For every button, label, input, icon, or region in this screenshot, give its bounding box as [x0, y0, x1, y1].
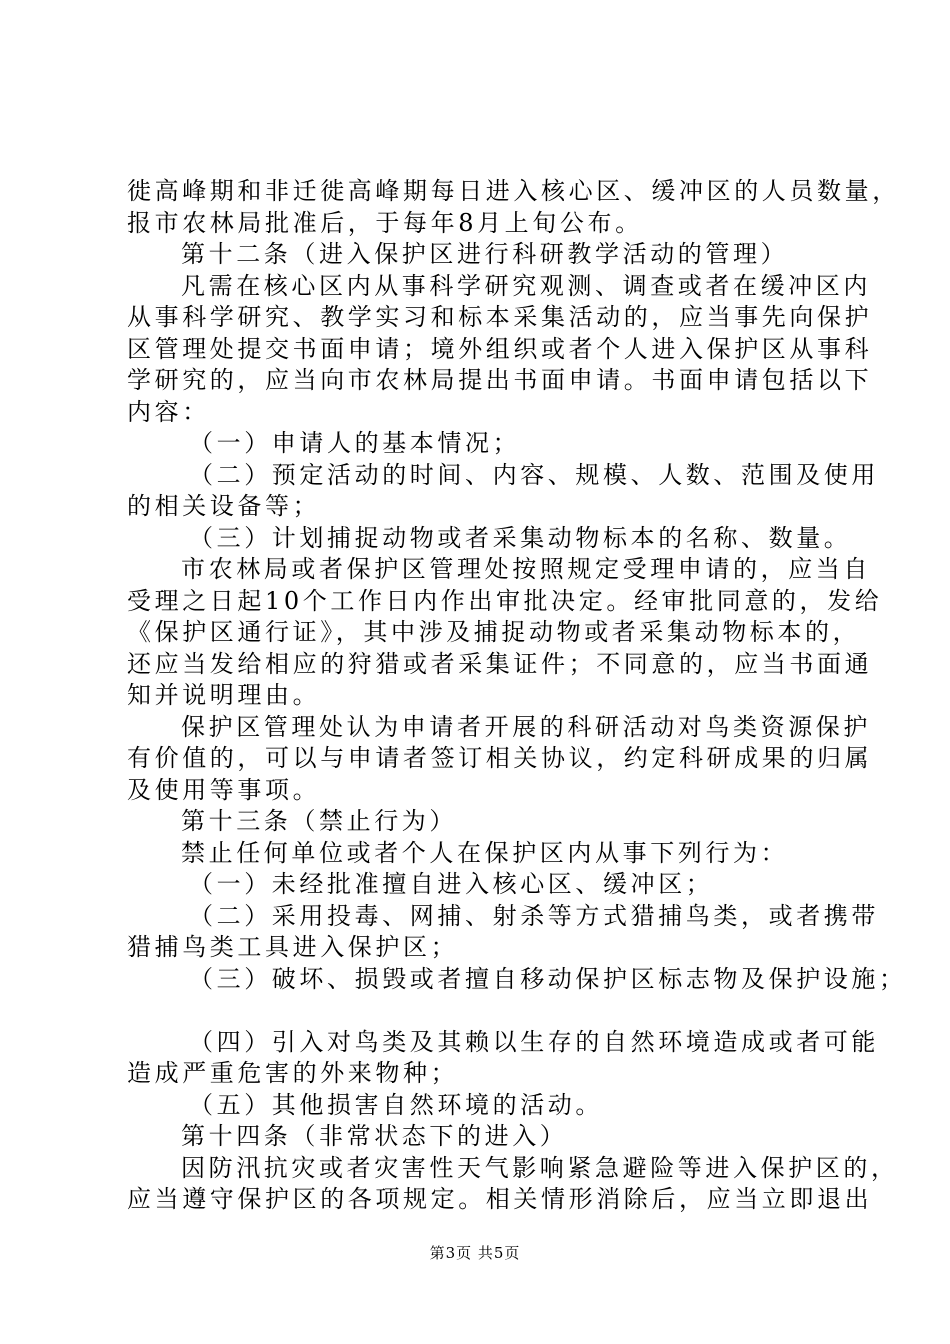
text-line: 学研究的，应当向市农林局提出书面申请。书面申请包括以下 [127, 366, 873, 394]
list-item: （四）引入对鸟类及其赖以生存的自然环境造成或者可能 [189, 1027, 879, 1056]
text-line: 内容： [127, 397, 210, 426]
article-heading: 第十三条（禁止行为） [181, 807, 457, 835]
list-item: （二）预定活动的时间、内容、规模、人数、范围及使用 [189, 460, 879, 489]
list-item: （一）未经批准擅自进入核心区、缓冲区； [189, 870, 714, 898]
list-item: （三）计划捕捉动物或者采集动物标本的名称、数量。 [189, 523, 852, 552]
list-item: （二）采用投毒、网捕、射杀等方式猎捕鸟类，或者携带 [189, 901, 879, 930]
text-line: 造成严重危害的外来物种； [127, 1059, 459, 1087]
text-line: 保护区管理处认为申请者开展的科研活动对鸟类资源保护 [181, 712, 871, 741]
list-item: （三）破坏、损毁或者擅自移动保护区标志物及保护设施； [189, 964, 907, 993]
article-heading: 第十二条（进入保护区进行科研教学活动的管理） [181, 240, 789, 268]
text-line: 徙高峰期和非迁徙高峰期每日进入核心区、缓冲区的人员数量， [127, 177, 900, 205]
text-line: 禁止任何单位或者个人在保护区内从事下列行为： [181, 838, 789, 867]
text-line: 报市农林局批准后，于每年8月上旬公布。 [127, 208, 643, 237]
text-line: 《保护区通行证》，其中涉及捕捉动物或者采集动物标本的， [127, 618, 861, 646]
text-line: 猎捕鸟类工具进入保护区； [127, 933, 459, 961]
text-line: 受理之日起10个工作日内作出审批决定。经审批同意的，发给 [127, 586, 883, 615]
text-line: 市农林局或者保护区管理处按照规定受理申请的，应当自 [181, 555, 871, 583]
text-line: 应当遵守保护区的各项规定。相关情形消除后，应当立即退出 [127, 1185, 873, 1213]
text-line: 及使用等事项。 [127, 775, 321, 804]
document-body [127, 176, 907, 1216]
list-item: （一）申请人的基本情况； [189, 429, 521, 457]
text-line: 从事科学研究、教学实习和标本采集活动的，应当事先向保护 [127, 303, 873, 331]
text-line: 还应当发给相应的狩猎或者采集证件；不同意的，应当书面通 [127, 649, 873, 678]
page-number: 第3页 共5页 [429, 1244, 521, 1262]
list-item: （五）其他损害自然环境的活动。 [189, 1090, 603, 1119]
text-line: 的相关设备等； [127, 492, 321, 520]
text-line: 区管理处提交书面申请；境外组织或者个人进入保护区从事科 [127, 334, 873, 363]
text-line: 知并说明理由。 [127, 681, 321, 709]
article-heading: 第十四条（非常状态下的进入） [181, 1122, 568, 1150]
text-line: 凡需在核心区内从事科学研究观测、调查或者在缓冲区内 [181, 271, 871, 300]
blank-line [127, 995, 833, 1027]
text-line: 有价值的，可以与申请者签订相关协议，约定科研成果的归属 [127, 744, 873, 772]
text-line: 因防汛抗灾或者灾害性天气影响紧急避险等进入保护区的， [181, 1153, 899, 1182]
